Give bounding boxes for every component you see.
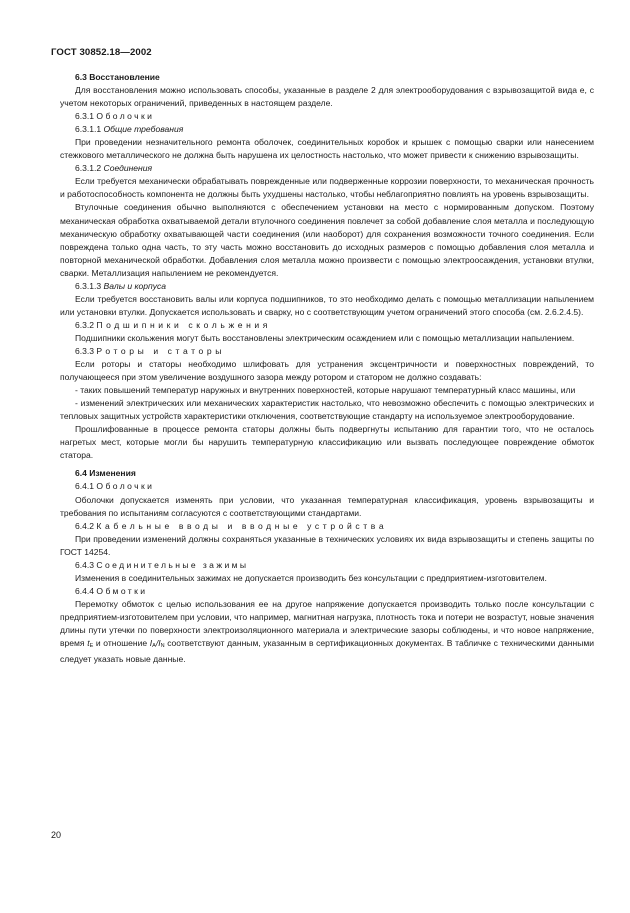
paragraph-6-3-1-3: Если требуется восстановить валы или корпуса подшипников, то это необходимо делать с помощью металлизации напылением или установки втулки. Допускается использовать и сварку, но с соответствующим учетом ограничений этого способа (см. 2.6.2.4.5). <box>60 293 594 317</box>
subsection-6-3-3-heading: 6.3.3 Роторы и статоры <box>75 345 225 356</box>
subsection-6-3-1-2-heading: 6.3.1.2 Соединения <box>75 163 153 174</box>
subsection-6-3-1-title: Оболочки <box>96 111 155 122</box>
list-item-6-3-3-2: - изменений электрических или механических характеристик настолько, что невозможно обеспечить с помощью электрических и тепловых защитных устройств характеристики отключения, соответствующие стандарту на используемое электрооборудование. <box>60 398 594 422</box>
page-number: 20 <box>51 830 62 840</box>
subsection-6-3-2-title: Подшипники скольжения <box>96 319 272 330</box>
paragraph-6-4-3: Изменения в соединительных зажимах не допускается производить без консультации с предприятием-изготовителем. <box>75 572 547 583</box>
subsection-6-3-1-1-heading: 6.3.1.1 Общие требования <box>75 124 184 135</box>
paragraph-6-3-1-2-a: Если требуется механически обрабатывать поврежденные или подверженные коррозии поверхности, то механическая прочность и работоспособность компонента не должны быть ухудшены настолько, чтобы неблагоприятно повлиять на уровень взрывозащиты. <box>60 176 594 200</box>
list-item-6-3-3-1: - таких повышений температур наружных и внутренних поверхностей, которые нарушают температурный класс машины, или <box>75 385 576 396</box>
subsection-6-4-3-title: Соединительные зажимы <box>96 559 249 570</box>
subsection-6-4-4-title: Обмотки <box>96 585 148 596</box>
subsection-6-4-1-heading: 6.4.1 Оболочки <box>75 481 155 492</box>
document-body <box>60 71 594 666</box>
symbol-time-te: tE <box>87 638 94 650</box>
paragraph-6-3-1-2-b: Втулочные соединения обычно выполняются с обеспечением установки на место с нормированным допуском. Поэтому механическая обработка охватываемой детали втулочного соединения повлечет за собой добавление слоя металла и последующую механическую обработку охватывающей части соединения (или наоборот) для сохранения возможности точного соединения. Если повреждена только одна часть, то эту часть можно восстановить до исходных размеров с помощью добавления слоя металла и повторной механической обработки. Добавления слоя металла можно произвести с помощью электроосаждения, установки втулки, сварки. Металлизация напылением не рекомендуется. <box>60 202 594 278</box>
subsection-6-3-1-3-heading: 6.3.1.3 Валы и корпуса <box>75 280 167 291</box>
document-header: ГОСТ 30852.18—2002 <box>51 47 152 58</box>
paragraph-6-4-4: Перемотку обмоток с целью использования ее на другое напряжение допускается производить только после консультации с предприятием-изготовителем при условии, что например, магнитная нагрузка, плотность тока и потери не возрастут, новые значения длины пути утечки по поверхности электроизоляционного материала и электрические зазоры соблюдены, и что новое напряжение, время tE и отношение IA/IN соответствуют данным, указанным в сертификационных документах. В табличке с техническими данными следует указать новые данные. <box>60 598 594 665</box>
subsection-6-3-1-2-title: Соединения <box>103 163 153 174</box>
subsection-6-3-1-heading: 6.3.1 Оболочки <box>75 111 155 122</box>
subsection-6-4-3-heading: 6.4.3 Соединительные зажимы <box>75 559 249 570</box>
subsection-6-4-4-heading: 6.4.4 Обмотки <box>75 585 148 596</box>
paragraph-6-3-2: Подшипники скольжения могут быть восстановлены электрическим осаждением или с помощью металлизации напылением. <box>75 332 575 343</box>
subsection-6-3-3-title: Роторы и статоры <box>96 345 225 356</box>
paragraph-6-4-1: Оболочки допускается изменять при условии, что указанная температурная классификация, уровень взрывозащиты и требования по испытаниям согласуются с соответствующими стандартами. <box>60 494 594 518</box>
paragraph-6-3-1-1: При проведении незначительного ремонта оболочек, соединительных коробок и крышек с помощью сварки или нанесением стежкового металлического не должна быть нарушена их целостность настолько, что может привести к снижению взрывозащиты. <box>60 137 594 161</box>
paragraph-6-3-intro: Для восстановления можно использовать способы, указанные в разделе 2 для электрооборудования с взрывозащитой вида е, с учетом некоторых ограничений, приведенных в настоящем разделе. <box>60 85 594 109</box>
paragraph-6-3-3-a: Если роторы и статоры необходимо шлифовать для устранения эксцентричности и поверхностных повреждений, то получающееся при этом увеличение воздушного зазора между ротором и статором не должно создавать: <box>60 359 594 383</box>
paragraph-6-3-3-d: Прошлифованные в процессе ремонта статоры должны быть подвергнуты испытанию для гарантии того, что не осталось нагретых мест, которые могли бы нарушить температурную классификацию или вызвать последующее повреждение обмоток статора. <box>60 424 594 461</box>
paragraph-6-4-2: При проведении изменений должны сохраняться указанные в технических условиях их вида взрывозащиты и степень защиты по ГОСТ 14254. <box>60 533 594 557</box>
subsection-6-4-1-title: Оболочки <box>96 481 155 492</box>
section-6-3-heading: 6.3 Восстановление <box>75 72 160 82</box>
subsection-6-3-2-heading: 6.3.2 Подшипники скольжения <box>75 319 272 330</box>
subsection-6-4-2-heading: 6.4.2 Кабельные вводы и вводные устройства <box>75 520 388 531</box>
subsection-6-4-2-title: Кабельные вводы и вводные устройства <box>96 520 388 531</box>
subsection-6-3-1-3-title: Валы и корпуса <box>103 280 167 291</box>
subsection-6-3-1-1-title: Общие требования <box>103 124 184 135</box>
symbol-ratio-ia-in: IA/IN <box>149 638 165 650</box>
section-6-4-heading: 6.4 Изменения <box>75 468 136 479</box>
